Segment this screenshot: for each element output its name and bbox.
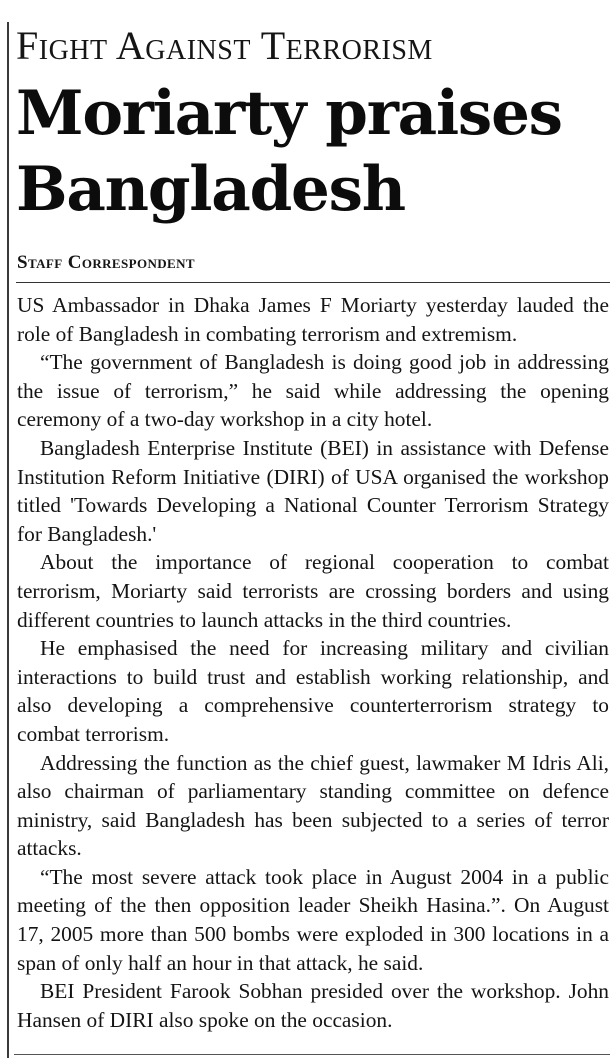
article-paragraph: US Ambassador in Dhaka James F Moriarty yesterday lauded the role of Bangladesh in combating terrorism and extremism. — [17, 293, 609, 346]
article-headline: Moriarty praises Bangladesh — [16, 78, 562, 225]
article-paragraph: Addressing the function as the chief guest, lawmaker M Idris Ali, also chairman of parliamentary standing committee on defence ministry, said Bangladesh has been subjected to a series of terror attacks. — [17, 750, 609, 861]
column-rule-bottom — [14, 1054, 610, 1055]
article-byline: Staff Correspondent — [17, 252, 195, 273]
article-paragraph: “The government of Bangladesh is doing good job in addressing the issue of terrorism,” he said while addressing the opening ceremony of a two-day workshop in a city hotel. — [17, 350, 609, 432]
byline-divider — [16, 282, 610, 283]
column-rule-left — [7, 22, 9, 1058]
article-paragraph: He emphasised the need for increasing military and civilian interactions to build trust and establish working relationship, and also developing a comprehensive counterterrorism strategy to combat terrorism. — [17, 636, 609, 746]
article-body — [17, 291, 609, 1034]
article-paragraph: About the importance of regional cooperation to combat terrorism, Moriarty said terrorists are crossing borders and using different countries to launch attacks in the third countries. — [17, 550, 609, 632]
article-kicker: Fight Against Terrorism — [16, 23, 433, 68]
article-paragraph: BEI President Farook Sobhan presided over the workshop. John Hansen of DIRI also spoke on the occasion. — [17, 979, 609, 1032]
article-paragraph: “The most severe attack took place in August 2004 in a public meeting of the then opposition leader Sheikh Hasina.”. On August 17, 2005 more than 500 bombs were exploded in 300 locations in a span of only half an hour in that attack, he said. — [17, 864, 609, 975]
article-paragraph: Bangladesh Enterprise Institute (BEI) in assistance with Defense Institution Reform Initiative (DIRI) of USA organised the workshop titled 'Towards Developing a National Counter Terrorism Strategy for Bangladesh.' — [17, 435, 609, 546]
